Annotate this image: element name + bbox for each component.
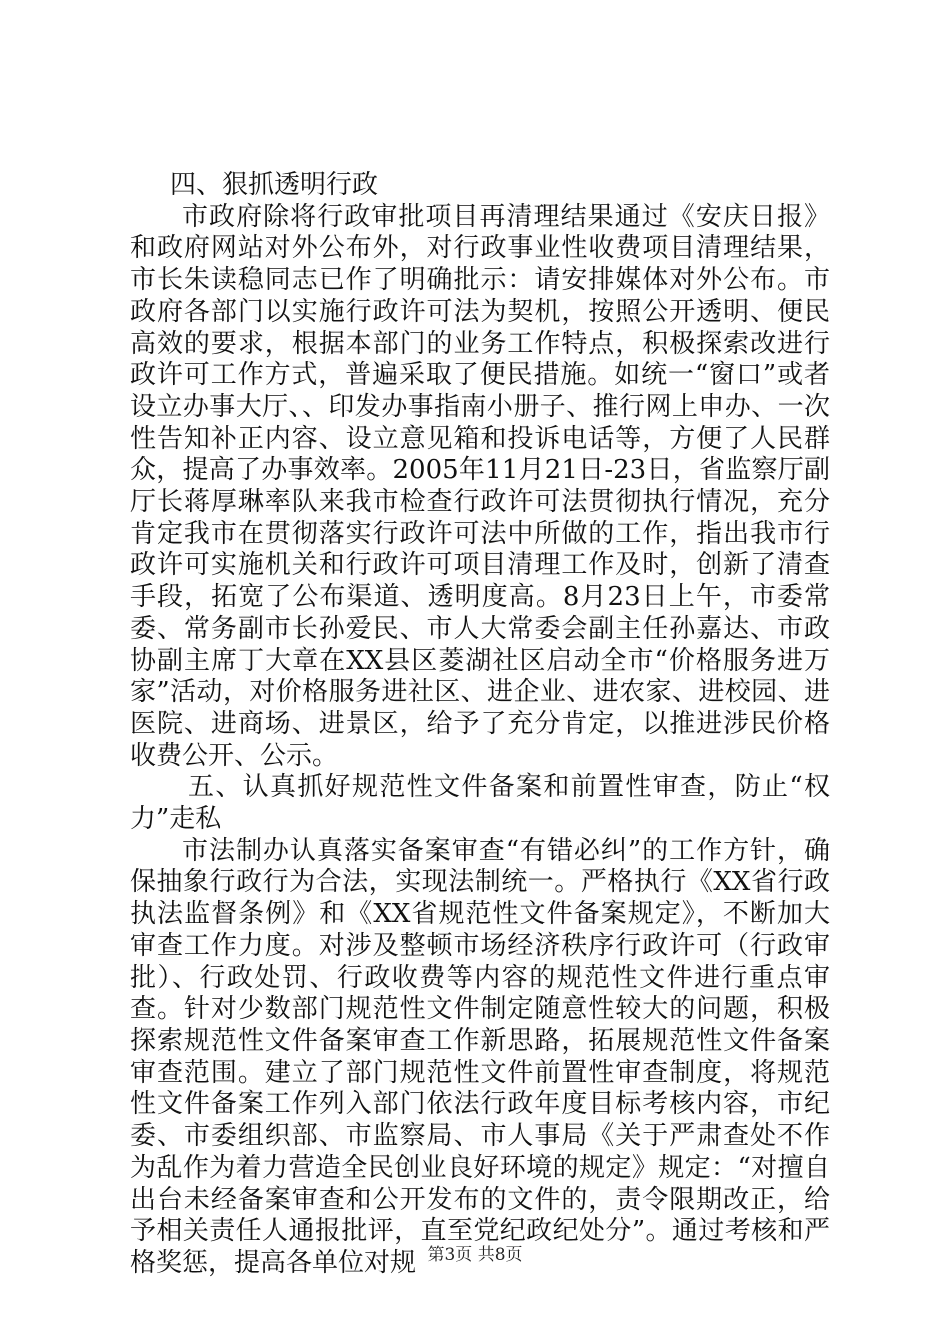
page-number-footer: 第3页 共8页 bbox=[427, 1245, 523, 1265]
document-body bbox=[130, 170, 830, 1280]
section-heading-4: 四、狠抓透明行政 bbox=[170, 170, 379, 200]
paragraph-transparent-administration: 市政府除将行政审批项目再清理结果通过《安庆日报》和政府网站对外公布外，对行政事业性收费项目清理结果，市长朱读稳同志已作了明确批示：请安排媒体对外公布。市政府各部门以实施行政许可法为契机，按照公开透明、便民高效的要求，根据本部门的业务工作特点，积极探索改进行政许可工作方式，普遍采取了便民措施。如统一“窗口”或者设立办事大厅、、印发办事指南小册子、推行网上申办、一次性告知补正内容、设立意见箱和投诉电话等，方便了人民群众，提高了办事效率。2005年11月21日-23日，省监察厅副厅长蒋厚琳率队来我市检查行政许可法贯彻执行情况，充分肯定我市在贯彻落实行政许可法中所做的工作，指出我市行政许可实施机关和行政许可项目清理工作及时，创新了清查手段，拓宽了公布渠道、透明度高。8月23日上午，市委常委、常务副市长孙爱民、市人大常委会副主任孙嘉达、市政协副主席丁大章在XX县区菱湖社区启动全市“价格服务进万家”活动，对价格服务进社区、进企业、进农家、进校园、进医院、进商场、进景区，给予了充分肯定，以推进涉民价格收费公开、公示。 bbox=[130, 201, 830, 771]
paragraph-normative-documents: 市法制办认真落实备案审查“有错必纠”的工作方针，确保抽象行政行为合法，实现法制统一。严格执行《XX省行政执法监督条例》和《XX省规范性文件备案规定》，不断加大审查工作力度。对涉及整顿市场经济秩序行政许可（行政审批）、行政处罚、行政收费等内容的规范性文件进行重点审查。针对少数部门规范性文件制定随意性较大的问题，积极探索规范性文件备案审查工作新思路，拓展规范性文件备案审查范围。建立了部门规范性文件前置性审查制度，将规范性文件备案工作列入部门依法行政年度目标考核内容，市纪委、市委组织部、市监察局、市人事局《关于严肃查处不作为乱作为着力营造全民创业良好环境的规定》规定：“对擅自出台未经备案审查和公开发布的文件的，责令限期改正，给予相关责任人通报批评，直至党纪政纪处分”。通过考核和严格奖惩，提高各单位对规 bbox=[130, 835, 830, 1278]
section-heading-5: 五、认真抓好规范性文件备案和前置性审查，防止“权力”走私 bbox=[130, 772, 830, 835]
